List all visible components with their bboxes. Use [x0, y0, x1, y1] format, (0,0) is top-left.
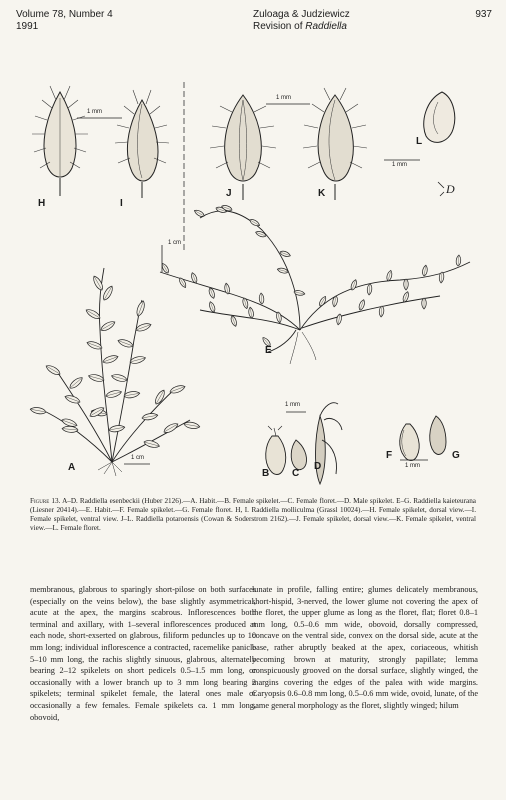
panel-label-f: F: [386, 450, 393, 461]
figure-caption-text: A–D. Raddiella esenbeckii (Huber 2126).—A. Habit.—B. Female spikelet.—C. Female floret.—D. Male spikelet. E–G. Raddiella kaieteurana (Liesner 20414).—E. Habit.—F. Female spikelet.—G. Female floret. H, I. Raddiella molliculma (Grassl 10024).—H. Female spikelet, dorsal view.—I. Female spikelet, ventral view. J–L. Raddiella potaroensis (Cowan & Soderstrom 2162).—J. Female spikelet, dorsal view.—K. Female spikelet, ventral view.—L. Female floret.: [30, 497, 476, 532]
artist-initials: D: [446, 182, 455, 196]
panel-e-habit: [160, 211, 470, 364]
panel-label-h: H: [38, 198, 46, 209]
panel-label-i: I: [120, 198, 123, 209]
panel-h-spikelet-dorsal: [32, 86, 88, 196]
panel-label-j: J: [226, 188, 232, 199]
scale-label-e: 1 cm: [168, 240, 182, 246]
body-text-right-column: lunate in profile, falling entire; glumes delicately membranous, short-hispid, 3-nerved, the lower glume not covering the apex of the floret, the upper glume as long as the floret, flat; floret 0.8–1 mm long, 0.5–0.6 mm wide, obovoid, dorsally compressed, concave on the ventral side, convex on the dorsal side, acute at the base, rather abruptly beaked at the apex, coriaceous, whitish becoming brown at maturity, strongly papillate; lemma conspicuously grooved on the dorsal surface, slightly winged, the margins covering the edges of the palea with wide margins. Caryopsis 0.6–0.8 mm long, 0.5–0.6 mm wide, ovoid, lunate, of the same general morphology as the floret, slightly winged; hilum: [252, 585, 478, 710]
page-number: 937: [475, 9, 492, 20]
scale-label-fg: 1 mm: [405, 463, 420, 469]
panel-j-spikelet-dorsal: [210, 95, 276, 200]
panel-k-spikelet-ventral: [303, 88, 367, 200]
panel-i-spikelet-ventral: [115, 90, 169, 198]
panel-g-female-floret: [430, 416, 446, 454]
panel-l-female-floret: [424, 92, 455, 142]
panel-c-female-floret: [291, 440, 306, 470]
body-text-left-column: membranous, glabrous to sparingly short-pilose on both surfaces (especially on the veins below), the base slightly asymmetrical, acute at the apex, the margins scabrous. Inflorescences both terminal and axillary, with 1–several inflorescences produced at each node, short-exserted on glabrous, filiform peduncles up to 10 mm long; individual inflorescence a contracted, racemelike panicle 5–10 mm long, the rachis slightly sinuous, glabrous, alternately bearing 2–12 spikelets on short pedicels 0.5–1.5 mm long, or occasionally with a lower branch up to 3 mm long bearing 2 spikelets; terminal spikelet female, the lateral ones male or occasionally a few females. Female spikelets ca. 1 mm long, obovoid,: [30, 585, 256, 722]
panel-e-leaves: [161, 204, 462, 347]
article-short-title-genus: Raddiella: [305, 21, 347, 32]
panel-a-habit: [42, 268, 190, 476]
figure-caption: [30, 497, 476, 533]
panel-a-leaves: [30, 275, 201, 449]
scale-label-a: 1 cm: [131, 455, 145, 461]
panel-label-g: G: [452, 450, 460, 461]
article-authors: Zuloaga & Judziewicz: [253, 9, 350, 20]
scale-label-l: 1 mm: [392, 162, 407, 168]
scale-label-jk: 1 mm: [276, 95, 291, 101]
figure-label: Figure 13.: [30, 497, 61, 505]
panel-label-l: L: [416, 136, 423, 147]
article-short-title-prefix: Revision of: [253, 21, 306, 32]
scale-label-hi: 1 mm: [87, 109, 102, 115]
panel-label-c: C: [292, 468, 300, 479]
journal-volume: Volume 78, Number 4: [16, 9, 113, 20]
panel-f-female-spikelet: [400, 424, 419, 461]
panel-label-k: K: [318, 188, 326, 199]
panel-label-e: E: [265, 345, 272, 356]
panel-label-b: B: [262, 468, 270, 479]
journal-year: 1991: [16, 21, 39, 32]
panel-label-a: A: [68, 462, 76, 473]
panel-label-d: D: [314, 461, 322, 472]
scale-label-bcd: 1 mm: [285, 402, 300, 408]
